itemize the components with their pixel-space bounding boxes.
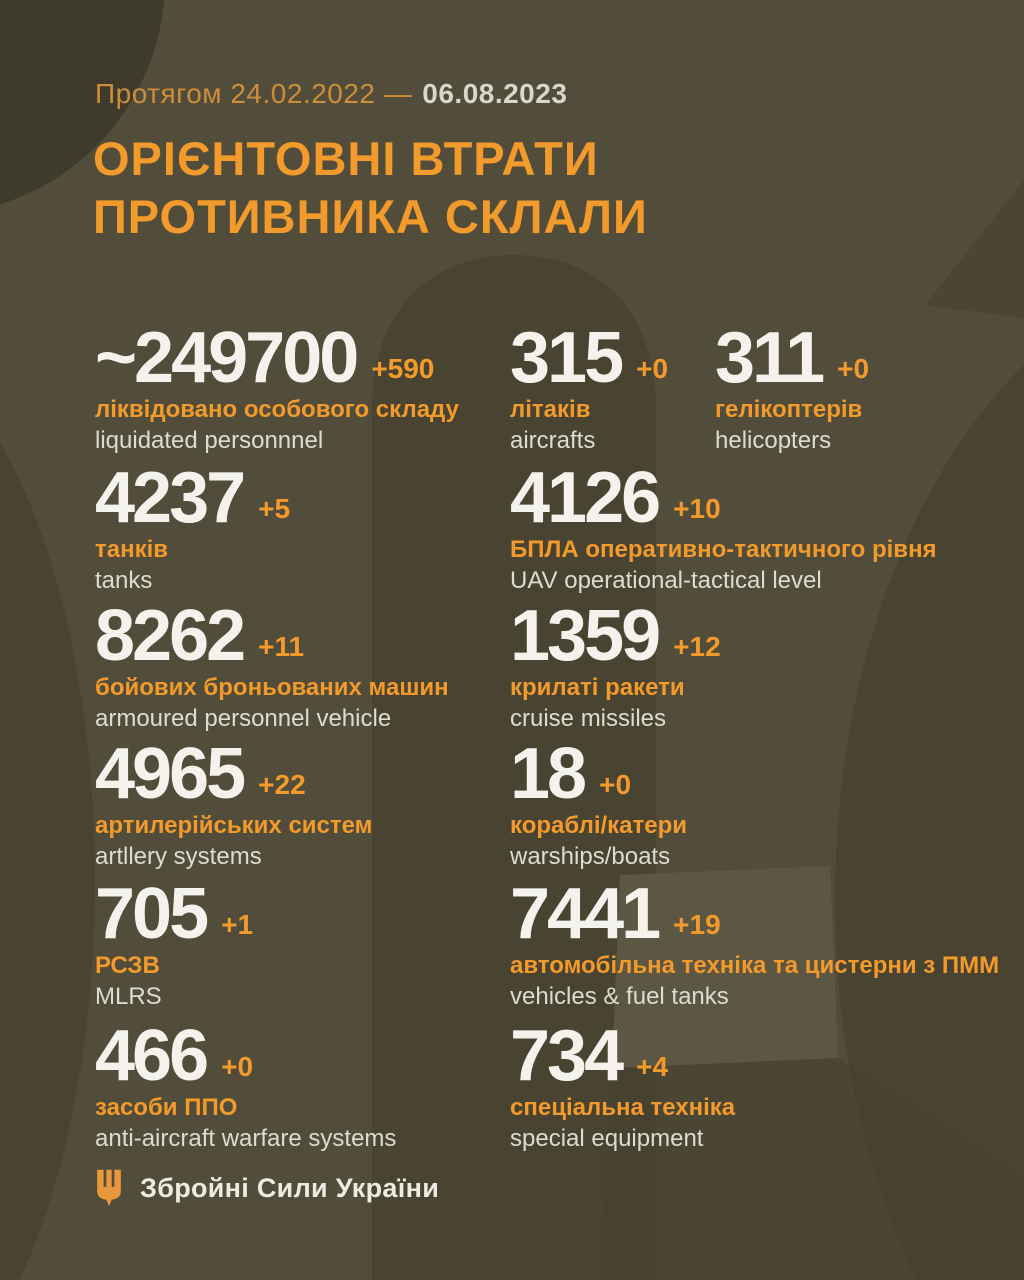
- stat-block-artillery: [95, 734, 373, 871]
- stat-value: 315: [510, 318, 622, 398]
- stat-label-ua: бойових броньованих машин: [95, 674, 449, 702]
- stat-label-ua: танків: [95, 536, 169, 564]
- stat-delta: +4: [636, 1051, 669, 1083]
- stat-block-vehicles-fuel: [510, 874, 1000, 1011]
- stat-block-helicopters: [715, 318, 870, 455]
- stat-value-row: [510, 874, 999, 954]
- period-line: [95, 78, 567, 110]
- stat-label-ua: кораблі/катери: [510, 812, 688, 840]
- stat-label-en: MLRS: [95, 983, 162, 1011]
- stat-label-en: cruise missiles: [510, 705, 667, 733]
- stat-delta: +22: [258, 769, 306, 801]
- stat-delta: +0: [221, 1051, 254, 1083]
- stat-label-ua: ліквідовано особового складу: [95, 396, 459, 424]
- stat-block-special-equipment: [510, 1016, 736, 1153]
- stat-value-row: [95, 734, 372, 814]
- period-label: Протягом 24.02.2022 —: [95, 78, 413, 109]
- stat-value-row: [510, 1016, 735, 1096]
- stat-delta: +19: [673, 909, 721, 941]
- stat-label-en: anti-aircraft warfare systems: [95, 1125, 397, 1153]
- report-date: 06.08.2023: [422, 78, 568, 109]
- stat-block-mlrs: [95, 874, 254, 1011]
- stat-label-en: UAV operational-tactical level: [510, 567, 822, 595]
- footer: [95, 1168, 439, 1208]
- stat-label-ua: крилаті ракети: [510, 674, 685, 702]
- stat-block-armoured-vehicles: [95, 596, 449, 733]
- stat-value: 734: [510, 1016, 622, 1096]
- stat-value: 4965: [95, 734, 244, 814]
- stat-label-ua: автомобільна техніка та цистерни з ПММ: [510, 952, 1000, 980]
- stat-delta: +5: [258, 493, 291, 525]
- stat-delta: +11: [258, 631, 305, 663]
- stat-block-air-defence: [95, 1016, 397, 1153]
- stat-value-row: [95, 874, 254, 954]
- stat-value-row: [510, 734, 687, 814]
- stat-value: 18: [510, 734, 585, 814]
- stat-label-ua: БПЛА оперативно-тактичного рівня: [510, 536, 937, 564]
- trident-icon: [95, 1168, 123, 1208]
- stat-value: 4126: [510, 458, 659, 538]
- stat-label-ua: гелікоптерів: [715, 396, 863, 424]
- stat-block-warships: [510, 734, 688, 871]
- stat-value: ~249700: [95, 318, 357, 398]
- stat-label-en: helicopters: [715, 427, 832, 455]
- page-title-line2: ПРОТИВНИКА СКЛАЛИ: [93, 190, 648, 243]
- stat-value: 7441: [510, 874, 659, 954]
- stat-block-uav: [510, 458, 937, 595]
- stat-label-en: liquidated personnnel: [95, 427, 324, 455]
- stat-value: 311: [715, 318, 823, 398]
- stat-block-aircraft: [510, 318, 669, 455]
- stat-label-en: warships/boats: [510, 843, 671, 871]
- stat-value-row: [95, 318, 459, 398]
- stat-value-row: [510, 318, 669, 398]
- organization-name: Збройні Сили України: [140, 1172, 440, 1203]
- stat-value: 466: [95, 1016, 207, 1096]
- stat-delta: +0: [837, 353, 870, 385]
- stat-value-row: [715, 318, 870, 398]
- stat-label-en: vehicles & fuel tanks: [510, 983, 729, 1011]
- stat-label-ua: літаків: [510, 396, 591, 424]
- stat-delta: +10: [673, 493, 721, 525]
- stat-label-ua: артилерійських систем: [95, 812, 373, 840]
- stat-label-en: armoured personnel vehicle: [95, 705, 392, 733]
- stat-value-row: [510, 596, 721, 676]
- stat-value: 4237: [95, 458, 244, 538]
- page-title: [93, 130, 648, 246]
- stat-value-row: [95, 596, 449, 676]
- stat-block-personnel: [95, 318, 459, 455]
- stat-value: 8262: [95, 596, 244, 676]
- stat-label-en: special equipment: [510, 1125, 704, 1153]
- stat-delta: +590: [371, 353, 435, 385]
- stat-label-ua: спеціальна техніка: [510, 1094, 736, 1122]
- stat-delta: +1: [221, 909, 254, 941]
- stat-label-en: artllery systems: [95, 843, 262, 871]
- stat-delta: +0: [599, 769, 632, 801]
- stat-delta: +12: [673, 631, 721, 663]
- stat-delta: +0: [636, 353, 669, 385]
- stat-label-ua: засоби ППО: [95, 1094, 238, 1122]
- stat-value-row: [95, 458, 291, 538]
- stat-label-en: aircrafts: [510, 427, 596, 455]
- stat-label-en: tanks: [95, 567, 153, 595]
- stat-value: 705: [95, 874, 207, 954]
- stat-block-tanks: [95, 458, 291, 595]
- stat-block-cruise-missiles: [510, 596, 721, 733]
- page-title-line1: ОРІЄНТОВНІ ВТРАТИ: [93, 132, 599, 185]
- stat-value: 1359: [510, 596, 659, 676]
- stat-label-ua: РСЗВ: [95, 952, 160, 980]
- stat-value-row: [510, 458, 937, 538]
- stat-value-row: [95, 1016, 396, 1096]
